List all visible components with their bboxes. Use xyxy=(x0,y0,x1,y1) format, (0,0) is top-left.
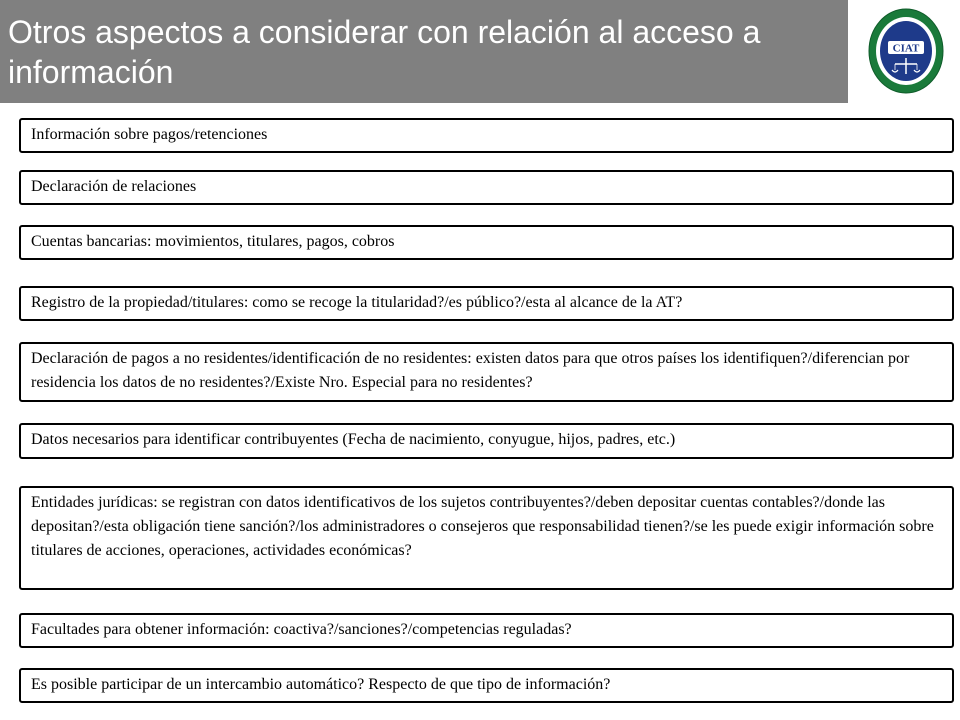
ciat-logo-icon xyxy=(868,8,944,94)
item-declaracion-relaciones: Declaración de relaciones xyxy=(19,170,954,205)
page-title: Otros aspectos a considerar con relación al acceso a información xyxy=(8,14,761,90)
item-entidades-juridicas: Entidades jurídicas: se registran con datos identificativos de los sujetos contribuyentes?/deben depositar cuentas contables?/donde las depositan?/esta obligación tiene sanción?/los administradores o consejeros que responsabilidad tienen?/se les puede exigir información sobre titulares de acciones, operaciones, actividades económicas? xyxy=(19,486,954,590)
title-bar xyxy=(0,0,848,103)
item-registro-propiedad: Registro de la propiedad/titulares: como se recoge la titularidad?/es público?/esta al alcance de la AT? xyxy=(19,286,954,321)
item-pagos-no-residentes: Declaración de pagos a no residentes/identificación de no residentes: existen datos para que otros países los identifiquen?/diferencian por residencia los datos de no residentes?/Existe Nro. Especial para no residentes? xyxy=(19,342,954,402)
item-pagos-retenciones: Información sobre pagos/retenciones xyxy=(19,118,954,153)
item-intercambio-automatico: Es posible participar de un intercambio automático? Respecto de que tipo de información? xyxy=(19,668,954,703)
item-cuentas-bancarias: Cuentas bancarias: movimientos, titulares, pagos, cobros xyxy=(19,225,954,260)
item-datos-contribuyentes: Datos necesarios para identificar contribuyentes (Fecha de nacimiento, conyugue, hijos, padres, etc.) xyxy=(19,423,954,459)
logo-text: CIAT xyxy=(892,42,920,55)
item-facultades-informacion: Facultades para obtener información: coactiva?/sanciones?/competencias reguladas? xyxy=(19,613,954,648)
